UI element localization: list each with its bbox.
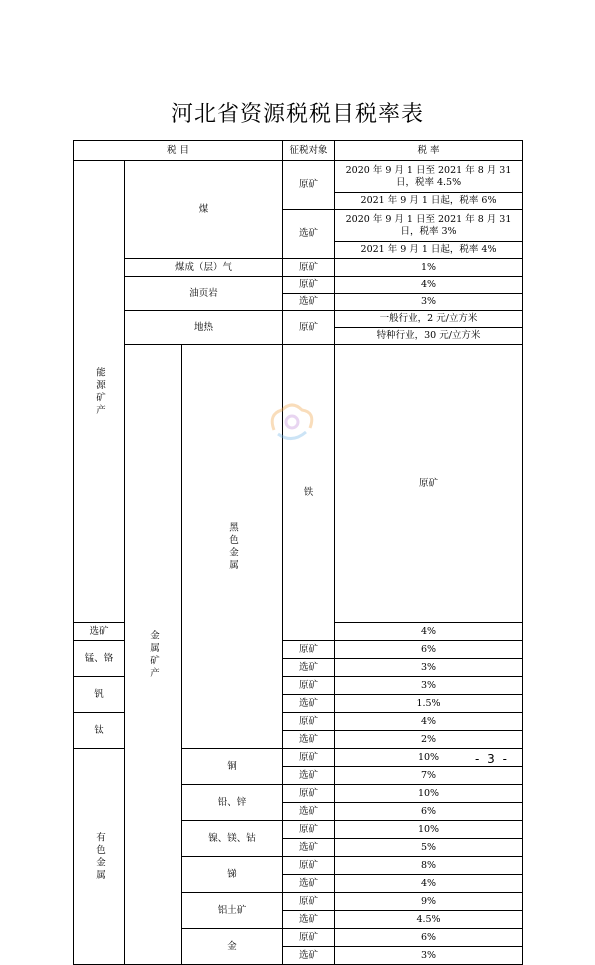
table-row <box>74 259 523 277</box>
item-copper: 铜 <box>182 749 283 785</box>
rate-cell: 3% <box>335 677 523 695</box>
table-row <box>74 311 523 328</box>
page-number: - 3 - <box>475 752 509 766</box>
table-row <box>74 277 523 294</box>
item-gold: 金 <box>182 929 283 965</box>
rate-cell: 2% <box>335 731 523 749</box>
rate-cell: 10% <box>335 749 523 767</box>
item-coal: 煤 <box>125 161 283 259</box>
object-raw: 原矿 <box>335 345 523 623</box>
object-raw: 原矿 <box>283 161 335 210</box>
rate-cell: 10% <box>335 821 523 839</box>
object-washed: 选矿 <box>283 767 335 785</box>
object-washed: 选矿 <box>283 659 335 677</box>
item-manganese-chromium: 锰、铬 <box>74 641 125 677</box>
item-oil-shale: 油页岩 <box>125 277 283 311</box>
rate-cell: 6% <box>335 929 523 947</box>
header-object: 征税对象 <box>283 141 335 161</box>
object-washed: 选矿 <box>283 803 335 821</box>
rate-cell: 6% <box>335 641 523 659</box>
item-nickel-cobalt: 镍、镁、钴 <box>182 821 283 857</box>
object-washed: 选矿 <box>283 695 335 713</box>
rate-cell: 特种行业，30 元/立方米 <box>335 328 523 345</box>
object-washed: 选矿 <box>283 947 335 965</box>
subcategory-ferrous: 黑色金属 <box>182 345 283 749</box>
rate-cell: 2021 年 9 月 1 日起，税率 4% <box>335 242 523 259</box>
item-lead-zinc: 铅、锌 <box>182 785 283 821</box>
rate-cell: 1.5% <box>335 695 523 713</box>
subcategory-nonferrous: 有色金属 <box>74 749 125 965</box>
rate-cell: 8% <box>335 857 523 875</box>
object-raw: 原矿 <box>283 857 335 875</box>
object-raw: 原矿 <box>283 677 335 695</box>
rate-cell: 4% <box>335 623 523 641</box>
rate-cell: 2021 年 9 月 1 日起，税率 6% <box>335 193 523 210</box>
object-raw: 原矿 <box>283 641 335 659</box>
object-washed: 选矿 <box>283 911 335 929</box>
rate-cell: 4% <box>335 875 523 893</box>
rate-cell: 7% <box>335 767 523 785</box>
object-raw: 原矿 <box>283 277 335 294</box>
rate-cell: 4% <box>335 713 523 731</box>
rate-cell: 5% <box>335 839 523 857</box>
rate-cell: 2020 年 9 月 1 日至 2021 年 8 月 31 日，税率 4.5% <box>335 161 523 193</box>
rate-cell: 1% <box>335 259 523 277</box>
item-coalbed-gas: 煤成（层）气 <box>125 259 283 277</box>
object-raw: 原矿 <box>283 259 335 277</box>
object-washed: 选矿 <box>283 875 335 893</box>
item-bauxite: 铝土矿 <box>182 893 283 929</box>
item-iron: 铁 <box>283 345 335 641</box>
table-header-row <box>74 141 523 161</box>
header-rate: 税 率 <box>335 141 523 161</box>
table-row <box>74 161 523 193</box>
object-washed: 选矿 <box>283 731 335 749</box>
table-row <box>74 345 523 490</box>
tax-rate-table <box>73 140 523 965</box>
rate-cell: 一般行业，2 元/立方米 <box>335 311 523 328</box>
object-raw: 原矿 <box>283 311 335 345</box>
rate-cell: 3% <box>335 947 523 965</box>
object-raw: 原矿 <box>283 713 335 731</box>
object-washed: 选矿 <box>283 294 335 311</box>
object-raw: 原矿 <box>283 893 335 911</box>
document-title: 河北省资源税税目税率表 <box>170 102 424 127</box>
rate-cell: 9% <box>335 893 523 911</box>
category-energy: 能源矿产 <box>74 161 125 623</box>
item-titanium: 钛 <box>74 713 125 749</box>
rate-cell: 3% <box>335 659 523 677</box>
object-washed: 选矿 <box>283 210 335 259</box>
object-washed: 选矿 <box>74 623 125 641</box>
category-metal: 金属矿产 <box>125 345 182 965</box>
rate-cell: 2020 年 9 月 1 日至 2021 年 8 月 31 日，税率 3% <box>335 210 523 242</box>
rate-cell: 6% <box>335 803 523 821</box>
rate-cell: 3% <box>335 294 523 311</box>
rate-cell: 4.5% <box>335 911 523 929</box>
item-antimony: 锑 <box>182 857 283 893</box>
rate-cell: 4% <box>335 277 523 294</box>
object-washed: 选矿 <box>283 839 335 857</box>
header-item: 税 目 <box>74 141 283 161</box>
object-raw: 原矿 <box>283 929 335 947</box>
object-raw: 原矿 <box>283 785 335 803</box>
rate-cell: 10% <box>335 785 523 803</box>
item-geothermal: 地热 <box>125 311 283 345</box>
object-raw: 原矿 <box>283 749 335 767</box>
item-vanadium: 钒 <box>74 677 125 713</box>
object-raw: 原矿 <box>283 821 335 839</box>
